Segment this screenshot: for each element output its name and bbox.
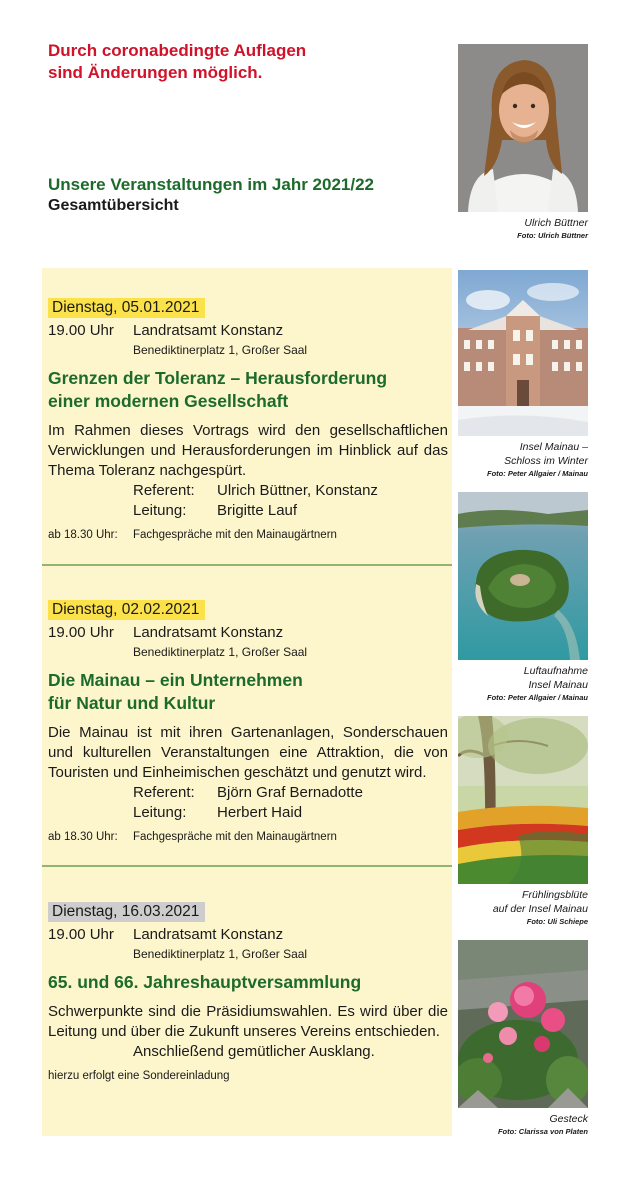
event-date: Dienstag, 05.01.2021 — [48, 298, 205, 318]
event-title: 65. und 66. Jahreshauptversammlung — [48, 972, 362, 992]
event-extra: Anschließend gemütlicher Ausklang. — [133, 1043, 375, 1060]
event-lead: Leitung: Brigitte Lauf — [133, 502, 298, 519]
event-note: ab 18.30 Uhr: Fachgespräche mit den Mainaugärtnern — [48, 831, 337, 843]
event-speaker: Referent: Björn Graf Bernadotte — [133, 784, 363, 801]
event-3 — [48, 902, 448, 1084]
flower-arrangement-photo — [458, 940, 588, 1108]
page-subtitle: Gesamtübersicht — [48, 197, 179, 214]
divider — [42, 865, 452, 867]
divider — [42, 564, 452, 566]
photo-caption: Ulrich Büttner Foto: Ulrich Büttner — [517, 217, 588, 240]
photo-caption: Gesteck Foto: Clarissa von Platen — [497, 1113, 588, 1136]
event-note: ab 18.30 Uhr: Fachgespräche mit den Mainaugärtnern — [48, 529, 337, 541]
event-2 — [48, 600, 448, 845]
event-speaker: Referent: Ulrich Büttner, Konstanz — [133, 482, 378, 499]
event-title: Die Mainau – ein Unternehmen für Natur und Kultur — [48, 670, 303, 713]
event-date: Dienstag, 02.02.2021 — [48, 600, 205, 620]
event-address: Benediktinerplatz 1, Großer Saal — [133, 645, 308, 659]
event-description: Die Mainau ist mit ihren Gartenanlagen, Sonderschauen und kulturellen Veranstaltungen eine Attraktion, die von Touristen und Einheimischen geschätzt und genutzt wird. — [48, 724, 448, 781]
event-note: hierzu erfolgt eine Sondereinladung — [48, 1070, 230, 1082]
portrait-photo — [458, 44, 588, 212]
event-lead: Leitung: Herbert Haid — [133, 804, 303, 821]
photo-caption: Frühlingsblüte auf der Insel Mainau Foto: Uli Schiepe — [492, 889, 588, 926]
event-time: 19.00 Uhr — [48, 322, 114, 339]
photo-caption: Insel Mainau – Schloss im Winter Foto: Peter Allgaier / Mainau — [487, 441, 588, 478]
event-venue: Landratsamt Konstanz — [133, 624, 284, 641]
event-address: Benediktinerplatz 1, Großer Saal — [133, 947, 308, 961]
page-title: Unsere Veranstaltungen im Jahr 2021/22 — [48, 175, 374, 194]
event-date: Dienstag, 16.03.2021 — [48, 902, 205, 922]
page-heading — [48, 174, 448, 216]
event-address: Benediktinerplatz 1, Großer Saal — [133, 343, 308, 357]
event-description: Im Rahmen dieses Vortrags wird den gesellschaftlichen Verwicklungen und Herausforderungen im Hinblick auf das Thema Toleranz nachgespürt. — [48, 422, 448, 479]
island-aerial-photo — [458, 492, 588, 660]
event-time: 19.00 Uhr — [48, 624, 114, 641]
event-venue: Landratsamt Konstanz — [133, 926, 284, 943]
event-time: 19.00 Uhr — [48, 926, 114, 943]
corona-notice: Durch coronabedingte Auflagen sind Änderungen möglich. — [48, 41, 307, 82]
event-venue: Landratsamt Konstanz — [133, 322, 284, 339]
castle-photo — [458, 270, 588, 436]
event-description: Schwerpunkte sind die Präsidiumswahlen. Es wird über die Leitung und über die Zukunft unseres Vereins entschieden. — [48, 1003, 448, 1040]
event-title: Grenzen der Toleranz – Herausforderung einer modernen Gesellschaft — [48, 368, 388, 411]
event-1 — [48, 298, 448, 543]
tulip-field-photo — [458, 716, 588, 884]
photo-caption: Luftaufnahme Insel Mainau Foto: Peter Allgaier / Mainau — [487, 665, 588, 702]
